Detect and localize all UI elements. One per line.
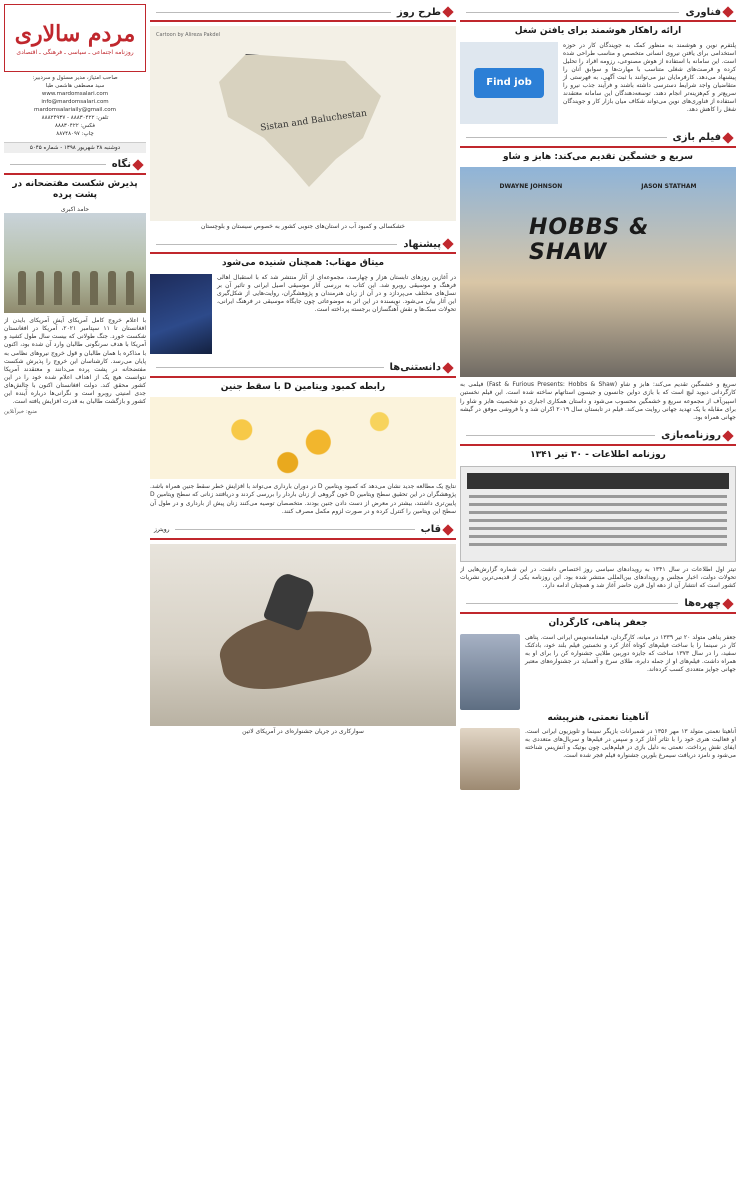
section-title: نگاه <box>111 159 131 171</box>
drought-cartoon <box>150 26 456 221</box>
article-body: سریع و خشمگین تقدیم می‌کند: هابز و شاو (Fast & Furious Presents: Hobbs & Shaw) فیلمی به کارگردانی دیوید لیچ است که با بازی دواین جانسون و جیسون استاتهام ساخته شده است. این فیلم نخستین اسپین‌آف از مجموعه سریع و خشمگین محسوب می‌شود و داستان همکاری اجباری دو شخصیت هابز و شاو را برای مقابله با یک تهدید جهانی روایت می‌کند. فیلم در تابستان سال ۲۰۱۹ اکران شد و با فروشی موفق در گیشه جهانی همراه بود. <box>460 381 736 421</box>
cartoon-section <box>150 4 456 230</box>
section-header <box>460 428 736 446</box>
soldier-figure <box>90 271 98 305</box>
section-header <box>460 130 736 148</box>
article-body: تیتر اول اطلاعات در سال ۱۳۴۱ به رویدادهای سیاسی روز اختصاص داشت. در این شماره گزارش‌هایی از تحولات دولت، اخبار مجلس و رویدادهای بین‌المللی منتشر شده بود. این روزنامه یکی از قدیمی‌ترین نشریات کشور است که انتشار آن از دهه اول قرن حاضر آغاز شد و همچنان ادامه دارد. <box>460 565 736 589</box>
text-line <box>469 535 727 538</box>
article-title[interactable]: سریع و خشمگین تقدیم می‌کند: هابز و شاو <box>502 151 694 162</box>
panahi-portrait <box>460 634 520 710</box>
book-section <box>150 236 456 354</box>
article-body: نتایج یک مطالعه جدید نشان می‌دهد که کمبود ویتامین D در دوران بارداری می‌تواند با افزایش خطر سقط جنین همراه باشد. پژوهشگران در این تحقیق سطح ویتامین D خون گروهی از زنان باردار را بررسی کردند و دریافتند زنانی که سطح ویتامین D پایین‌تری داشتند، بیشتر در معرض از دست دادن جنین بودند. متخصصان توصیه می‌کنند زنان پیش از بارداری و در طول آن سطح این ویتامین را کنترل کرده و در صورت لزوم مکمل مصرف کنند. <box>150 483 456 515</box>
section-rule <box>466 435 655 436</box>
film-section <box>460 130 736 422</box>
section-title: فیلم بازی <box>672 132 721 144</box>
section-rule <box>156 12 391 13</box>
article-title[interactable]: جعفر پناهی، کارگردان <box>548 617 648 628</box>
text-line <box>469 511 727 514</box>
section-marker-icon <box>722 430 733 441</box>
article-body: آناهیتا نعمتی متولد ۱۳ مهر ۱۳۵۶ در شمیرانات بازیگر سینما و تلویزیون ایرانی است. او فعالیت هنری خود را با تئاتر آغاز کرد و سپس در فیلم‌ها و سریال‌های متعددی به ایفای نقش پرداخت. نعمتی به دلیل بازی در فیلم‌هایی چون بوتیک و آتش‌بس شناخته می‌شود و نامزد دریافت سیمرغ بلورین جشنواره فیلم فجر شده است. <box>525 728 736 760</box>
article-source: منبع: خبرآنلاین <box>4 409 37 416</box>
email-link[interactable]: info@mardomsalari.com <box>41 98 109 105</box>
nemati-portrait <box>460 728 520 790</box>
middle-column <box>150 4 456 1194</box>
right-column <box>460 4 736 1194</box>
fax-line: فکس: ۸۸۸۳۰۴۲۲ <box>55 122 95 129</box>
cartoon-caption: خشکسالی و کمبود آب در استان‌های جنوبی کشور به خصوص سیستان و بلوچستان <box>200 223 406 230</box>
print-line: چاپ: ۸۸۷۴۸۰۹۷ <box>56 130 94 137</box>
masthead <box>4 4 146 72</box>
article-body: در آغازین روزهای تابستان هزار و چهارصد، مجموعه‌ای از آثار منتشر شد که با استقبال اهالی فرهنگ و موسیقی روبرو شد. این کتاب به بررسی آثار موسیقی اصیل ایرانی و تاثیر آن بر نسل‌های مختلف می‌پردازد و در آن از زبان هنرمندان و پژوهشگران، روایت‌هایی از شکل‌گیری این آثار بیان می‌شود. نویسنده در این اثر به موضوعاتی چون جایگاه موسیقی در فرهنگ ایرانی، تحولات سبک‌ها و نقش آهنگسازان برجسته پرداخته است. <box>217 273 456 314</box>
hobbs-shaw-poster <box>460 167 736 377</box>
email-link[interactable]: mardomsalariaily@gmail.com <box>34 106 116 113</box>
find-job-key: Find job <box>474 68 544 98</box>
section-marker-icon <box>442 238 453 249</box>
section-marker-icon <box>132 159 143 170</box>
section-header <box>150 4 456 22</box>
section-rule <box>466 12 679 13</box>
text-line <box>469 527 727 530</box>
section-header <box>460 4 736 22</box>
soldier-figure <box>18 271 26 305</box>
section-title: قاب <box>420 524 441 536</box>
publisher-line: صاحب امتیاز، مدیر مسئول و سردبیر: <box>32 75 118 81</box>
tech-section <box>460 4 736 124</box>
soldier-figure <box>72 271 80 305</box>
section-rule <box>10 164 106 165</box>
publisher-info <box>4 72 146 143</box>
article-title[interactable]: رابطه کمبود ویتامین D با سقط جنین <box>220 381 386 392</box>
photo-credit: رویترز <box>154 526 170 534</box>
website-link[interactable]: www.mardomsalari.com <box>41 90 109 97</box>
photo-caption: سوارکاری در جریان جشنواره‌ای در آمریکای لاتین <box>242 727 364 735</box>
faces-section <box>460 596 736 790</box>
vitamin-capsules-photo <box>150 397 456 479</box>
section-header <box>150 522 456 540</box>
soldier-figure <box>36 271 44 305</box>
section-title: دانستنی‌ها <box>389 362 441 374</box>
section-header <box>460 596 736 614</box>
poster-actor: DWAYNE JOHNSON <box>499 183 563 191</box>
find-job-image <box>460 42 558 124</box>
science-section <box>150 360 456 516</box>
book-cover-image <box>150 274 212 354</box>
section-rule <box>175 529 414 530</box>
article-body: جعفر پناهی متولد ۲۰ تیر ۱۳۳۹ در میانه، کارگردان، فیلمنامه‌نویس ایرانی است. پناهی کار در سینما را با ساخت فیلم‌های کوتاه آغاز کرد و نخستین فیلم بلند خود، بادکنک سفید، را در سال ۱۳۷۳ ساخت که جایزه دوربین طلایی جشنواره کن را برای او به همراه داشت. فیلم‌های او از جمله دایره، طلای سرخ و آفساید در جشنواره‌های معتبر جهانی جوایز متعددی کسب کرده‌اند. <box>525 633 736 673</box>
map-label: Sistan and Baluchestan <box>259 108 368 134</box>
poster-title: HOBBS & SHAW <box>529 215 650 266</box>
section-title: فناوری <box>685 6 721 18</box>
section-marker-icon <box>722 598 733 609</box>
note-section <box>4 157 146 415</box>
section-header <box>4 157 146 175</box>
section-title: روزنامه‌بازی <box>661 430 721 442</box>
section-header <box>150 360 456 378</box>
photo-section <box>150 522 456 735</box>
section-marker-icon <box>442 524 453 535</box>
article-title[interactable]: ارائه راهکار هوشمند برای یافتن شغل <box>514 26 682 36</box>
section-rule <box>466 603 678 604</box>
article-body: با اعلام خروج کامل آمریکای آیش آمریکای بایدن از افغانستان تا ۱۱ سپتامبر ۲۰۲۱، آمریکا در افغانستان شکست خورد. جنگ طولانی که بیست سال طول کشید و آمریکا با هدف سرنگونی طالبان وارد آن شده بود، اکنون با مذاکره با همان طالبان و قول خروج نیروهای نظامی به پایان می‌رسد. کارشناسان این خروج را پذیرش شکست مفتضحانه در پشت پرده می‌دانند و معتقدند آمریکا نتوانست هیچ یک از اهداف اعلام شده خود را در این کشور محقق کند. دولت افغانستان اکنون با چالش‌های جدی امنیتی روبرو است و نگرانی‌ها درباره آینده این کشور و بازگشت طالبان به قدرت افزایش یافته است. <box>4 317 146 406</box>
section-marker-icon <box>442 362 453 373</box>
old-newspaper-image <box>460 466 736 562</box>
section-title: پیشنهاد <box>403 238 441 250</box>
text-line <box>469 503 727 506</box>
phone-line: تلفن: ۸۸۸۳۰۴۲۲ - ۸۸۸۲۴۹۳۷ <box>41 114 109 121</box>
publisher-line: سید مصطفی هاشمی طبا <box>45 82 105 89</box>
section-header <box>150 236 456 254</box>
section-title: طرح روز <box>396 6 441 18</box>
newspaper-tagline: روزنامه اجتماعی ـ سیاسی ـ فرهنگی ـ اقتصادی <box>16 48 134 56</box>
section-marker-icon <box>722 6 733 17</box>
article-title[interactable]: میتاق مهتاب: همچنان شنیده می‌شود <box>221 258 385 268</box>
text-line <box>469 495 727 498</box>
section-rule <box>466 137 667 138</box>
text-line <box>469 519 727 522</box>
rodeo-photo <box>150 544 456 726</box>
soldier-figure <box>54 271 62 305</box>
soldier-figure <box>108 271 116 305</box>
section-title: چهره‌ها <box>684 598 721 610</box>
soldier-figure <box>126 271 134 305</box>
newspaper-masthead-shape <box>467 473 729 489</box>
article-title[interactable]: روزنامه اطلاعات - ۳۰ تیر ۱۳۴۱ <box>530 449 666 460</box>
artist-credit: Cartoon by Alireza Pakdel <box>156 32 221 38</box>
section-marker-icon <box>442 6 453 17</box>
article-title[interactable]: آناهیتا نعمتی، هنرپیشه <box>547 712 649 723</box>
section-rule <box>156 244 397 245</box>
poster-actor: JASON STATHAM <box>641 183 697 191</box>
article-body: پلتفرم نوین و هوشمند به منظور کمک به جویندگان کار در حوزه استخدامی برای یافتن نیروی انسانی متخصص و مناسب طراحی شده است. این سامانه با استفاده از هوش مصنوعی، رزومه افراد را تحلیل کرده و فرصت‌های شغلی متناسب با مهارت‌ها و سوابق آنان را پیشنهاد می‌دهد. کارفرمایان نیز می‌توانند با ثبت آگهی، به فهرستی از متقاضیان واجد شرایط دسترسی داشته باشند و فرآیند جذب نیرو را سریع‌تر و کم‌هزینه‌تر انجام دهند. توسعه‌دهندگان این سامانه معتقدند استفاده از فناوری‌های نوین می‌تواند شکاف میان بازار کار و جویندگان شغل را کاهش دهد. <box>563 41 736 114</box>
article-author: حامد اکبری <box>60 206 90 214</box>
section-marker-icon <box>722 132 733 143</box>
text-line <box>469 543 727 546</box>
archive-section <box>460 428 736 590</box>
issue-date: دوشنبه ۲۸ شهریور ۱۳۹۸ - شماره ۵۰۴۵ <box>4 143 146 153</box>
left-column <box>4 4 146 1194</box>
soldiers-photo <box>4 213 146 313</box>
newspaper-logo: مردم سالاری <box>14 20 136 47</box>
section-rule <box>156 367 384 368</box>
article-title[interactable]: پذیرش شکست مفتضحانه در پشت پرده <box>12 178 138 201</box>
